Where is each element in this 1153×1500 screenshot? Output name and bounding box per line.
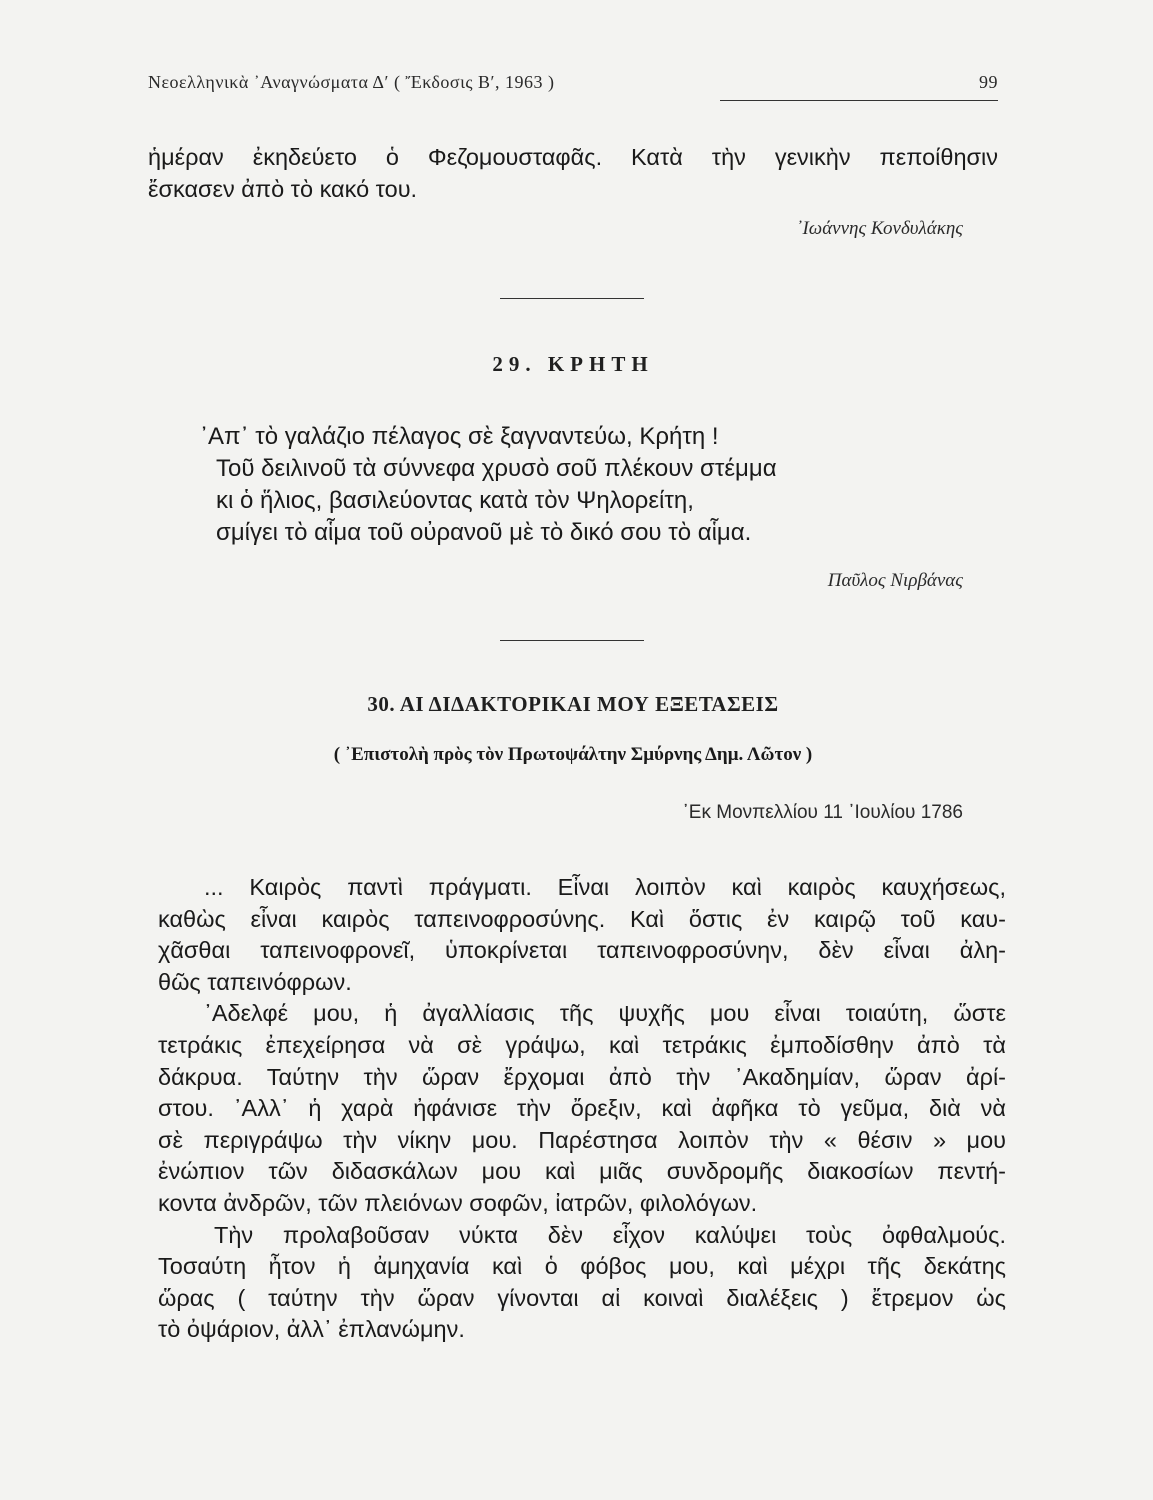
text-line: ὥρας ( ταύτην τὴν ὥραν γίνονται αἱ κοιναὶ διαλέξεις ) ἔτρεμον ὡς [158,1284,1006,1311]
poem-line: Τοῦ δειλινοῦ τὰ σύννεφα χρυσὸ σοῦ πλέκουν στέμμα [216,455,777,482]
text-line: ᾿Αδελφέ μου, ἡ ἀγαλλίασις τῆς ψυχῆς μου εἶναι τοιαύτη, ὥστε [204,1000,1006,1027]
text-line: θῶς ταπεινόφρων. [158,968,352,995]
text-line: ἔσκασεν ἀπὸ τὸ κακό του. [148,175,418,202]
text-line: τετράκις ἐπεχείρησα νὰ σὲ γράψω, καὶ τετράκις ἐμποδίσθην ἀπὸ τὰ [158,1031,1006,1058]
letter-dateline: ᾿Εκ Μονπελλίου 11 ᾿Ιουλίου 1786 [682,802,963,823]
section-30-subtitle: ( ᾿Επιστολὴ πρὸς τὸν Πρωτοψάλτην Σμύρνης Δημ. Λῶτον ) [333,744,813,765]
text-line: ... Καιρὸς παντὶ πράγματι. Εἶναι λοιπὸν καὶ καιρὸς καυχήσεως, [204,874,1006,900]
poem-kriti [200,421,960,549]
text-line: δάκρυα. Ταύτην τὴν ὥραν ἔρχομαι ἀπὸ τὴν ᾿Ακαδημίαν, ὥραν ἀρί- [158,1063,1006,1090]
section-28-ending [148,142,998,205]
section-divider [500,640,644,641]
poem-line: κι ὁ ἥλιος, βασιλεύοντας κατὰ τὸν Ψηλορείτη, [216,487,694,514]
text-line: σὲ περιγράψω τὴν νίκην μου. Παρέστησα λοιπὸν τὴν « θέσιν » μου [158,1126,1006,1153]
section-divider [500,298,644,299]
text-line: στου. ᾿Αλλ᾿ ἡ χαρὰ ἠφάνισε τὴν ὄρεξιν, καὶ ἀφῆκα τὸ γεῦμα, διὰ νὰ [158,1095,1006,1122]
text-line: Τὴν προλαβοῦσαν νύκτα δὲν εἶχον καλύψει τοὺς ὀφθαλμούς. [214,1221,1006,1248]
page-header [148,64,998,104]
poem-line: σμίγει τὸ αἷμα τοῦ οὐρανοῦ μὲ τὸ δικό σου τὸ αἷμα. [216,519,752,546]
text-line: καθὼς εἶναι καιρὸς ταπεινοφροσύνης. Καὶ ὅστις ἐν καιρῷ τοῦ καυ- [158,905,1006,932]
section-29-heading: 29. ΚΡΗΤΗ [492,352,654,376]
section-30-heading: 30. ΑΙ ΔΙΔΑΚΤΟΡΙΚΑΙ ΜΟΥ ΕΞΕΤΑΣΕΙΣ [367,692,779,716]
text-line: τὸ ὀψάριον, ἀλλ᾿ ἐπλανώμην. [158,1316,465,1343]
author-kondylakis: ᾿Ιωάννης Κονδυλάκης [796,218,963,239]
author-nirvanas: Παῦλος Νιρβάνας [827,570,963,591]
page-number: 99 [979,72,998,92]
text-line: ἡμέραν ἐκηδεύετο ὁ Φεζομουσταφᾶς. Κατὰ τὴν γενικὴν πεποίθησιν [148,144,998,170]
text-line: κοντα ἀνδρῶν, τῶν πλειόνων σοφῶν, ἰατρῶν, φιλολόγων. [158,1189,758,1216]
text-line: χᾶσθαι ταπεινοφρονεῖ, ὑποκρίνεται ταπεινοφροσύνην, δὲν εἶναι ἀλη- [158,937,1006,964]
text-line: Τοσαύτη ἦτον ἡ ἀμηχανία καὶ ὁ φόβος μου, καὶ μέχρι τῆς δεκάτης [158,1253,1006,1280]
letter-body [158,872,1006,1346]
header-rule [720,100,998,101]
running-title: Νεοελληνικὰ ᾿Αναγνώσματα Δ′ ( Ἔκδοσις Β′, 1963 ) [148,72,555,92]
text-line: ἐνώπιον τῶν διδασκάλων μου καὶ μιᾶς συνδρομῆς διακοσίων πεντή- [158,1158,1006,1185]
poem-line: ᾿Απ᾿ τὸ γαλάζιο πέλαγος σὲ ξαγναντεύω, Κρήτη ! [200,423,719,450]
